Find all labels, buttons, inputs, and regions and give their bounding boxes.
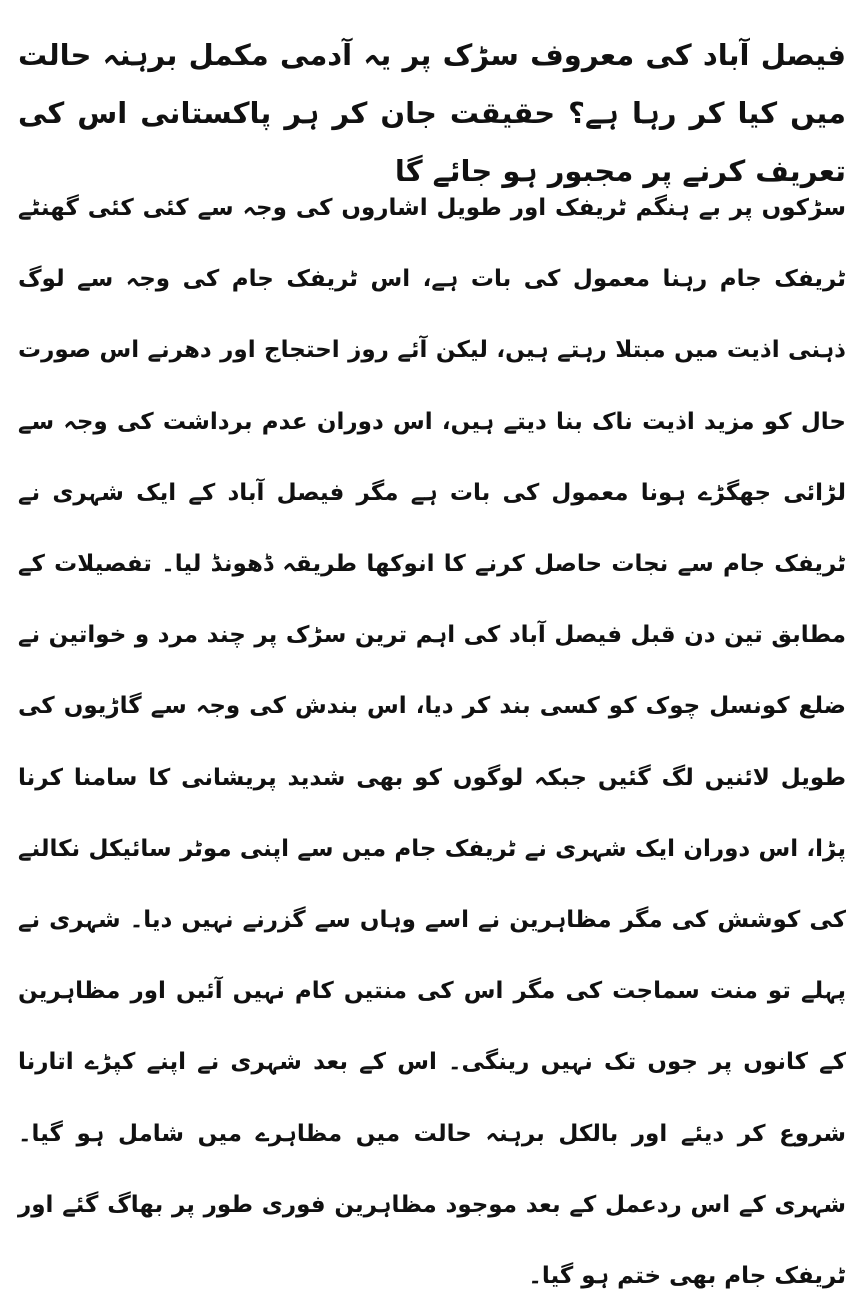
article-headline: فیصل آباد کی معروف سڑک پر یہ آدمی مکمل برہنہ حالت میں کیا کر رہا ہے؟ حقیقت جان کر ہر پاکستانی اس کی تعریف کرنے پر مجبور ہو جائے گا	[18, 38, 846, 188]
article-body: سڑکوں پر بے ہنگم ٹریفک اور طویل اشاروں کی وجہ سے کئی کئی گھنٹے ٹریفک جام رہنا معمول کی بات ہے، اس ٹریفک جام کی وجہ سے لوگ ذہنی اذیت میں مبتلا رہتے ہیں، لیکن آئے روز احتجاج اور دھرنے اس صورت حال کو مزید اذیت ناک بنا دیتے ہیں، اس دوران عدم برداشت کی وجہ سے لڑائی جھگڑے ہونا معمول کی بات ہے مگر فیصل آباد کے ایک شہری نے ٹریفک جام سے نجات حاصل کرنے کا انوکھا طریقہ ڈھونڈ لیا۔ تفصیلات کے مطابق تین دن قبل فیصل آباد کی اہم ترین سڑک پر چند مرد و خواتین نے ضلع کونسل چوک کو کسی بند کر دیا، اس بندش کی وجہ سے گاڑیوں کی طویل لائنیں لگ گئیں جبکہ لوگوں کو بھی شدید پریشانی کا سامنا کرنا پڑا، اس دوران ایک شہری نے ٹریفک جام میں سے اپنی موٹر سائیکل نکالنے کی کوشش کی مگر مظاہرین نے اسے وہاں سے گزرنے نہیں دیا۔ شہری نے پہلے تو منت سماجت کی مگر اس کی منتیں کام نہیں آئیں اور مظاہرین کے کانوں پر جوں تک نہیں رینگی۔ اس کے بعد شہری نے اپنے کپڑے اتارنا شروع کر دیئے اور بالکل برہنہ حالت میں مظاہرے میں شامل ہو گیا۔ شہری کے اس ردعمل کے بعد موجود مظاہرین فوری طور پر بھاگ گئے اور ٹریفک جام بھی ختم ہو گیا۔	[18, 195, 846, 1290]
